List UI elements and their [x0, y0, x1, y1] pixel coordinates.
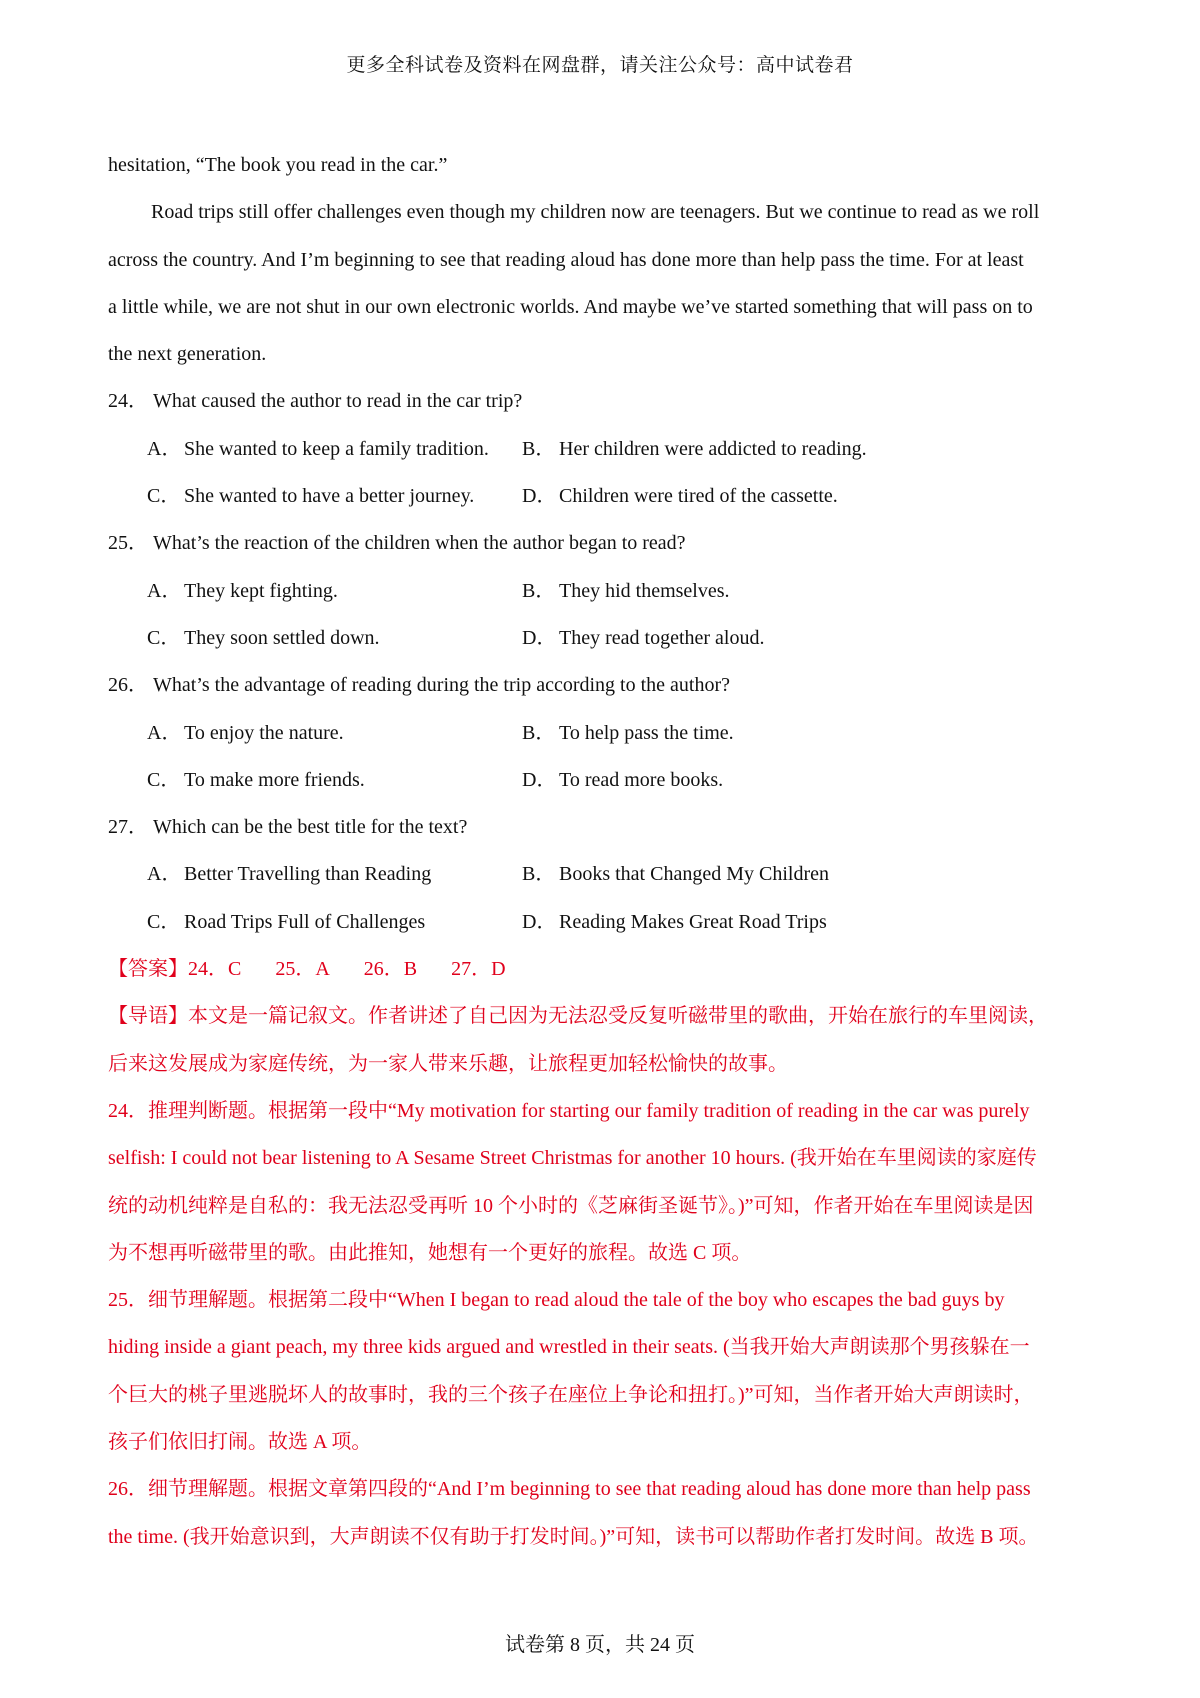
answer-item: 25．A — [275, 958, 330, 981]
option-a: A． They kept fighting. — [147, 579, 338, 602]
option-a: A． Better Travelling than Reading — [147, 863, 432, 886]
document-body — [108, 150, 1098, 1569]
answer-item: 27．D — [451, 958, 506, 981]
explanation-line: selfish: I could not bear listening to A Sesame Street Christmas for another 10 hours. (我开始在车里阅读的家庭传 — [108, 1147, 1037, 1170]
answer-item: 26．B — [363, 958, 418, 981]
page-header: 更多全科试卷及资料在网盘群，请关注公众号：高中试卷君 — [346, 55, 854, 76]
passage-line: across the country. And I’m beginning to see that reading aloud has done more than help pass the time. For at least — [108, 248, 1024, 271]
answer-line — [108, 954, 1098, 1001]
explanation-line: 孩子们依旧打闹。故选 A 项。 — [108, 1431, 372, 1454]
question-text: What caused the author to read in the car trip? — [153, 390, 523, 413]
answer-tag: 【答案】 — [108, 958, 188, 981]
question-27 — [108, 812, 1098, 859]
question-number: 25． — [108, 532, 148, 555]
option-b: B． They hid themselves. — [522, 579, 730, 602]
question-text: What’s the reaction of the children when the author began to read? — [153, 532, 686, 555]
option-d: D． They read together aloud. — [522, 626, 765, 649]
question-25 — [108, 528, 1098, 575]
explanation-line: 25．细节理解题。根据第二段中“When I began to read aloud the tale of the boy who escapes the bad guys by — [108, 1289, 1005, 1312]
option-d: D． Reading Makes Great Road Trips — [522, 910, 827, 933]
explanation-line: 24．推理判断题。根据第一段中“My motivation for starting our family tradition of reading in the car was purely — [108, 1099, 1030, 1122]
options-row — [108, 859, 1098, 906]
passage-line: Road trips still offer challenges even though my children now are teenagers. But we continue to read as we roll — [151, 201, 1040, 224]
explanation-line: 个巨大的桃子里逃脱坏人的故事时，我的三个孩子在座位上争论和扭打。)”可知，当作者开始大声朗读时， — [108, 1383, 1034, 1406]
explanation-line: 统的动机纯粹是自私的：我无法忍受再听 10 个小时的《芝麻街圣诞节》。)”可知，作者开始在车里阅读是因 — [108, 1194, 1034, 1217]
option-b: B． Her children were addicted to reading. — [522, 437, 867, 460]
question-24 — [108, 386, 1098, 433]
passage-line: a little while, we are not shut in our own electronic worlds. And maybe we’ve started something that will pass on to — [108, 295, 1033, 318]
answer-item: 24．C — [188, 958, 242, 981]
question-number: 27． — [108, 816, 148, 839]
option-a: A． She wanted to keep a family tradition. — [147, 437, 489, 460]
explanation-line: the time. (我开始意识到，大声朗读不仅有助于打发时间。)”可知，读书可以帮助作者打发时间。故选 B 项。 — [108, 1525, 1039, 1548]
option-c: C． Road Trips Full of Challenges — [147, 910, 426, 933]
options-row — [108, 907, 1098, 954]
question-26 — [108, 670, 1098, 717]
explanation-line: hiding inside a giant peach, my three kids argued and wrestled in their seats. (当我开始大声朗读那个男孩躲在一 — [108, 1336, 1030, 1359]
page-footer: 试卷第 8 页，共 24 页 — [505, 1634, 695, 1656]
option-c: C． They soon settled down. — [147, 626, 380, 649]
options-row — [108, 765, 1098, 812]
question-text: What’s the advantage of reading during the trip according to the author? — [153, 674, 731, 697]
options-row — [108, 434, 1098, 481]
question-number: 26． — [108, 674, 148, 697]
options-row — [108, 623, 1098, 670]
explanation-line: 26．细节理解题。根据文章第四段的“And I’m beginning to see that reading aloud has done more than help pass — [108, 1478, 1031, 1501]
options-row — [108, 481, 1098, 528]
options-row — [108, 576, 1098, 623]
option-d: D． Children were tired of the cassette. — [522, 485, 838, 508]
option-c: C． She wanted to have a better journey. — [147, 485, 475, 508]
option-c: C． To make more friends. — [147, 768, 365, 791]
option-a: A． To enjoy the nature. — [147, 721, 344, 744]
option-b: B． To help pass the time. — [522, 721, 734, 744]
explanation-line: 后来这发展成为家庭传统，为一家人带来乐趣，让旅程更加轻松愉快的故事。 — [108, 1052, 788, 1075]
explanation-line: 为不想再听磁带里的歌。由此推知，她想有一个更好的旅程。故选 C 项。 — [108, 1241, 752, 1264]
explanation-line: 【导语】本文是一篇记叙文。作者讲述了自己因为无法忍受反复听磁带里的歌曲，开始在旅行的车里阅读， — [108, 1005, 1048, 1028]
question-text: Which can be the best title for the text? — [153, 816, 468, 839]
passage-line: the next generation. — [108, 343, 267, 366]
options-row — [108, 718, 1098, 765]
passage-line: hesitation, “The book you read in the car.” — [108, 154, 448, 176]
option-b: B． Books that Changed My Children — [522, 863, 829, 886]
option-d: D． To read more books. — [522, 768, 724, 791]
question-number: 24． — [108, 390, 148, 413]
